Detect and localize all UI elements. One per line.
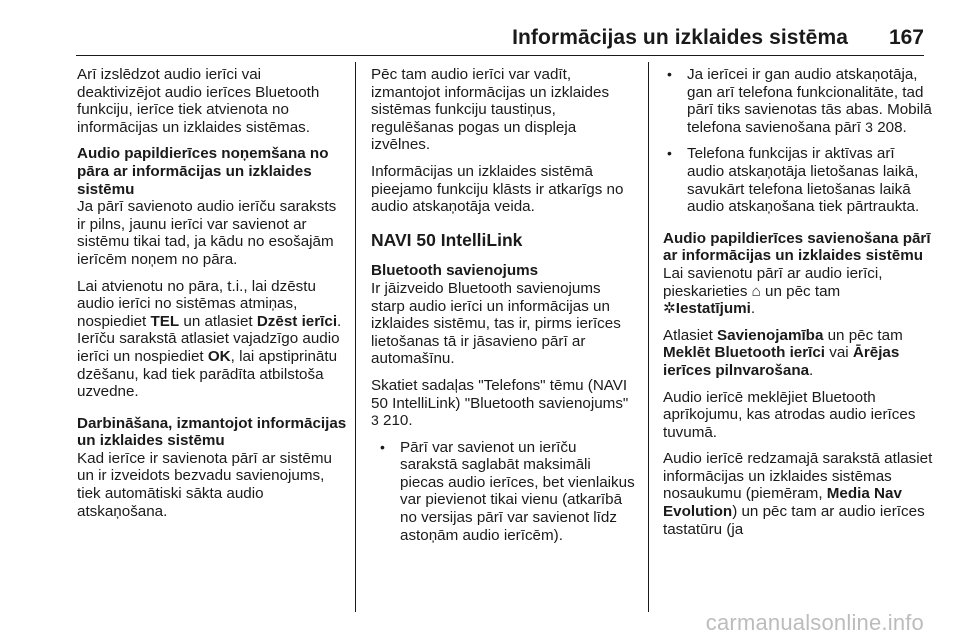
subsection-heading: Bluetooth savienojums	[371, 262, 539, 280]
paragraph: Skatiet sadaļas "Telefons" tēmu (NAVI 50 IntelliLink) "Bluetooth savienojums" 3 210.	[371, 376, 629, 430]
section-heading: Audio papildierīces noņemšana no pāra ar informācijas un izklaides sistēmu	[77, 145, 329, 198]
ok-keyword: OK	[207, 347, 231, 365]
section-heading: Audio papildierīces savienošana pārī ar informācijas un izklaides sistēmu	[663, 229, 931, 265]
iestatijumi-keyword: Iestatījumi	[675, 300, 751, 318]
page-reference: 208.	[877, 118, 907, 136]
paragraph: Atlasiet Savienojamība un pēc tam Meklēt Bluetooth ierīci vai Ārējas ierīces pilnvarošana.	[663, 326, 903, 379]
column-3	[663, 66, 935, 547]
bullet-icon: •	[667, 145, 672, 162]
page-header	[0, 0, 960, 56]
savienojamiba-keyword: Savienojamība	[717, 326, 824, 344]
bullet-list	[663, 66, 935, 216]
column-divider-1	[355, 62, 356, 612]
page-number: 167	[888, 26, 924, 49]
column-2	[371, 66, 637, 553]
paragraph: Audio ierīcē meklējiet Bluetooth aprīkojumu, kas atrodas audio ierīces tuvumā.	[663, 388, 916, 441]
page-title: Informācijas un izklaides sistēma	[512, 26, 848, 49]
header-rule	[76, 55, 924, 56]
tel-keyword: TEL	[150, 312, 180, 330]
section-title: NAVI 50 IntelliLink	[371, 229, 523, 250]
column-divider-2	[648, 62, 649, 612]
paragraph: Informācijas un izklaides sistēmā pieejamo funkciju klāsts ir atkarīgs no audio atskaņotāja veida.	[371, 162, 624, 216]
meklet-keyword: Meklēt Bluetooth ierīci	[663, 344, 826, 362]
paragraph: Lai savienotu pārī ar audio ierīci, pieskarieties ⌂ un pēc tam ✲Iestatījumi.	[663, 264, 883, 318]
bullet-list	[371, 439, 637, 545]
column-1	[77, 66, 347, 529]
section-heading: Darbināšana, izmantojot informācijas un izklaides sistēmu	[77, 414, 347, 450]
paragraph: Ja pārī savienoto audio ierīču saraksts ir pilns, jaunu ierīci var savienot ar sistēmu tikai tad, ja kādu no esošajām ierīcēm noņem no pāra.	[77, 198, 337, 268]
paragraph: Arī izslēdzot audio ierīci vai deaktivizējot audio ierīces Bluetooth funkciju, ierīce tiek atvienota no informācijas un izklaides sistēmas.	[77, 66, 320, 136]
reference-arrow-icon: 3	[371, 412, 379, 429]
list-item: • Ja ierīcei ir gan audio atskaņotāja, gan arī telefona funkcionalitāte, tad pārī tiks savienotas tās abas. Mobilā telefona savienošana pārī 3 208.	[667, 66, 932, 136]
home-icon: ⌂	[751, 282, 761, 300]
watermark: carmanualsonline.info	[705, 610, 924, 635]
gear-icon: ✲	[663, 300, 676, 318]
paragraph: Kad ierīce ir savienota pārī ar sistēmu un ir izveidots bezvadu savienojums, tiek automātiski sākta audio atskaņošana.	[77, 449, 332, 520]
paragraph: Lai atvienotu no pāra, t.i., lai dzēstu audio ierīci no sistēmas atmiņas, nospiediet TEL un atlasiet Dzēst ierīci. Ierīču sarakstā atlasiet vajadzīgo audio ierīci un nospiediet OK, lai apstiprinātu dzēšanu, kad tiek parādīta atbilstoša uzvedne.	[77, 277, 342, 401]
media-nav-keyword: Media Nav Evolution	[663, 485, 902, 521]
bullet-icon: •	[380, 438, 385, 455]
paragraph: Ir jāizveido Bluetooth savienojums starp audio ierīci un informācijas un izklaides sistēmu, tas ir, pirms ierīces lietošanas tā ir jāsavieno pārī ar automašīnu.	[371, 279, 621, 368]
page-reference: 210.	[383, 412, 413, 430]
paragraph: Pēc tam audio ierīci var vadīt, izmantojot informācijas un izklaides sistēmas funkciju taustiņus, regulēšanas pogas un displeja izvēlnes.	[371, 66, 610, 154]
dzest-keyword: Dzēst ierīci	[256, 312, 338, 330]
reference-arrow-icon: 3	[865, 118, 873, 135]
list-item: • Telefona funkcijas ir aktīvas arī audio atskaņotāja lietošanas laikā, savukārt telefona lietošanas laikā audio atskaņošana tiek pārtraukta.	[667, 145, 920, 216]
arejas-keyword: Ārējas ierīces pilnvarošana	[663, 344, 900, 379]
bullet-icon: •	[667, 66, 672, 82]
paragraph: Audio ierīcē redzamajā sarakstā atlasiet informācijas un izklaides sistēmas nosaukumu (piemēram, Media Nav Evolution) un pēc tam ar audio ierīces tastatūru (ja	[663, 450, 933, 538]
list-item: • Pārī var savienot un ierīču sarakstā saglabāt maksimāli piecas audio ierīces, bet vienlaikus var pievienot tikai vienu (atkarībā no versijas pārī var savienot līdz astoņām audio ierīcēm).	[380, 438, 635, 544]
